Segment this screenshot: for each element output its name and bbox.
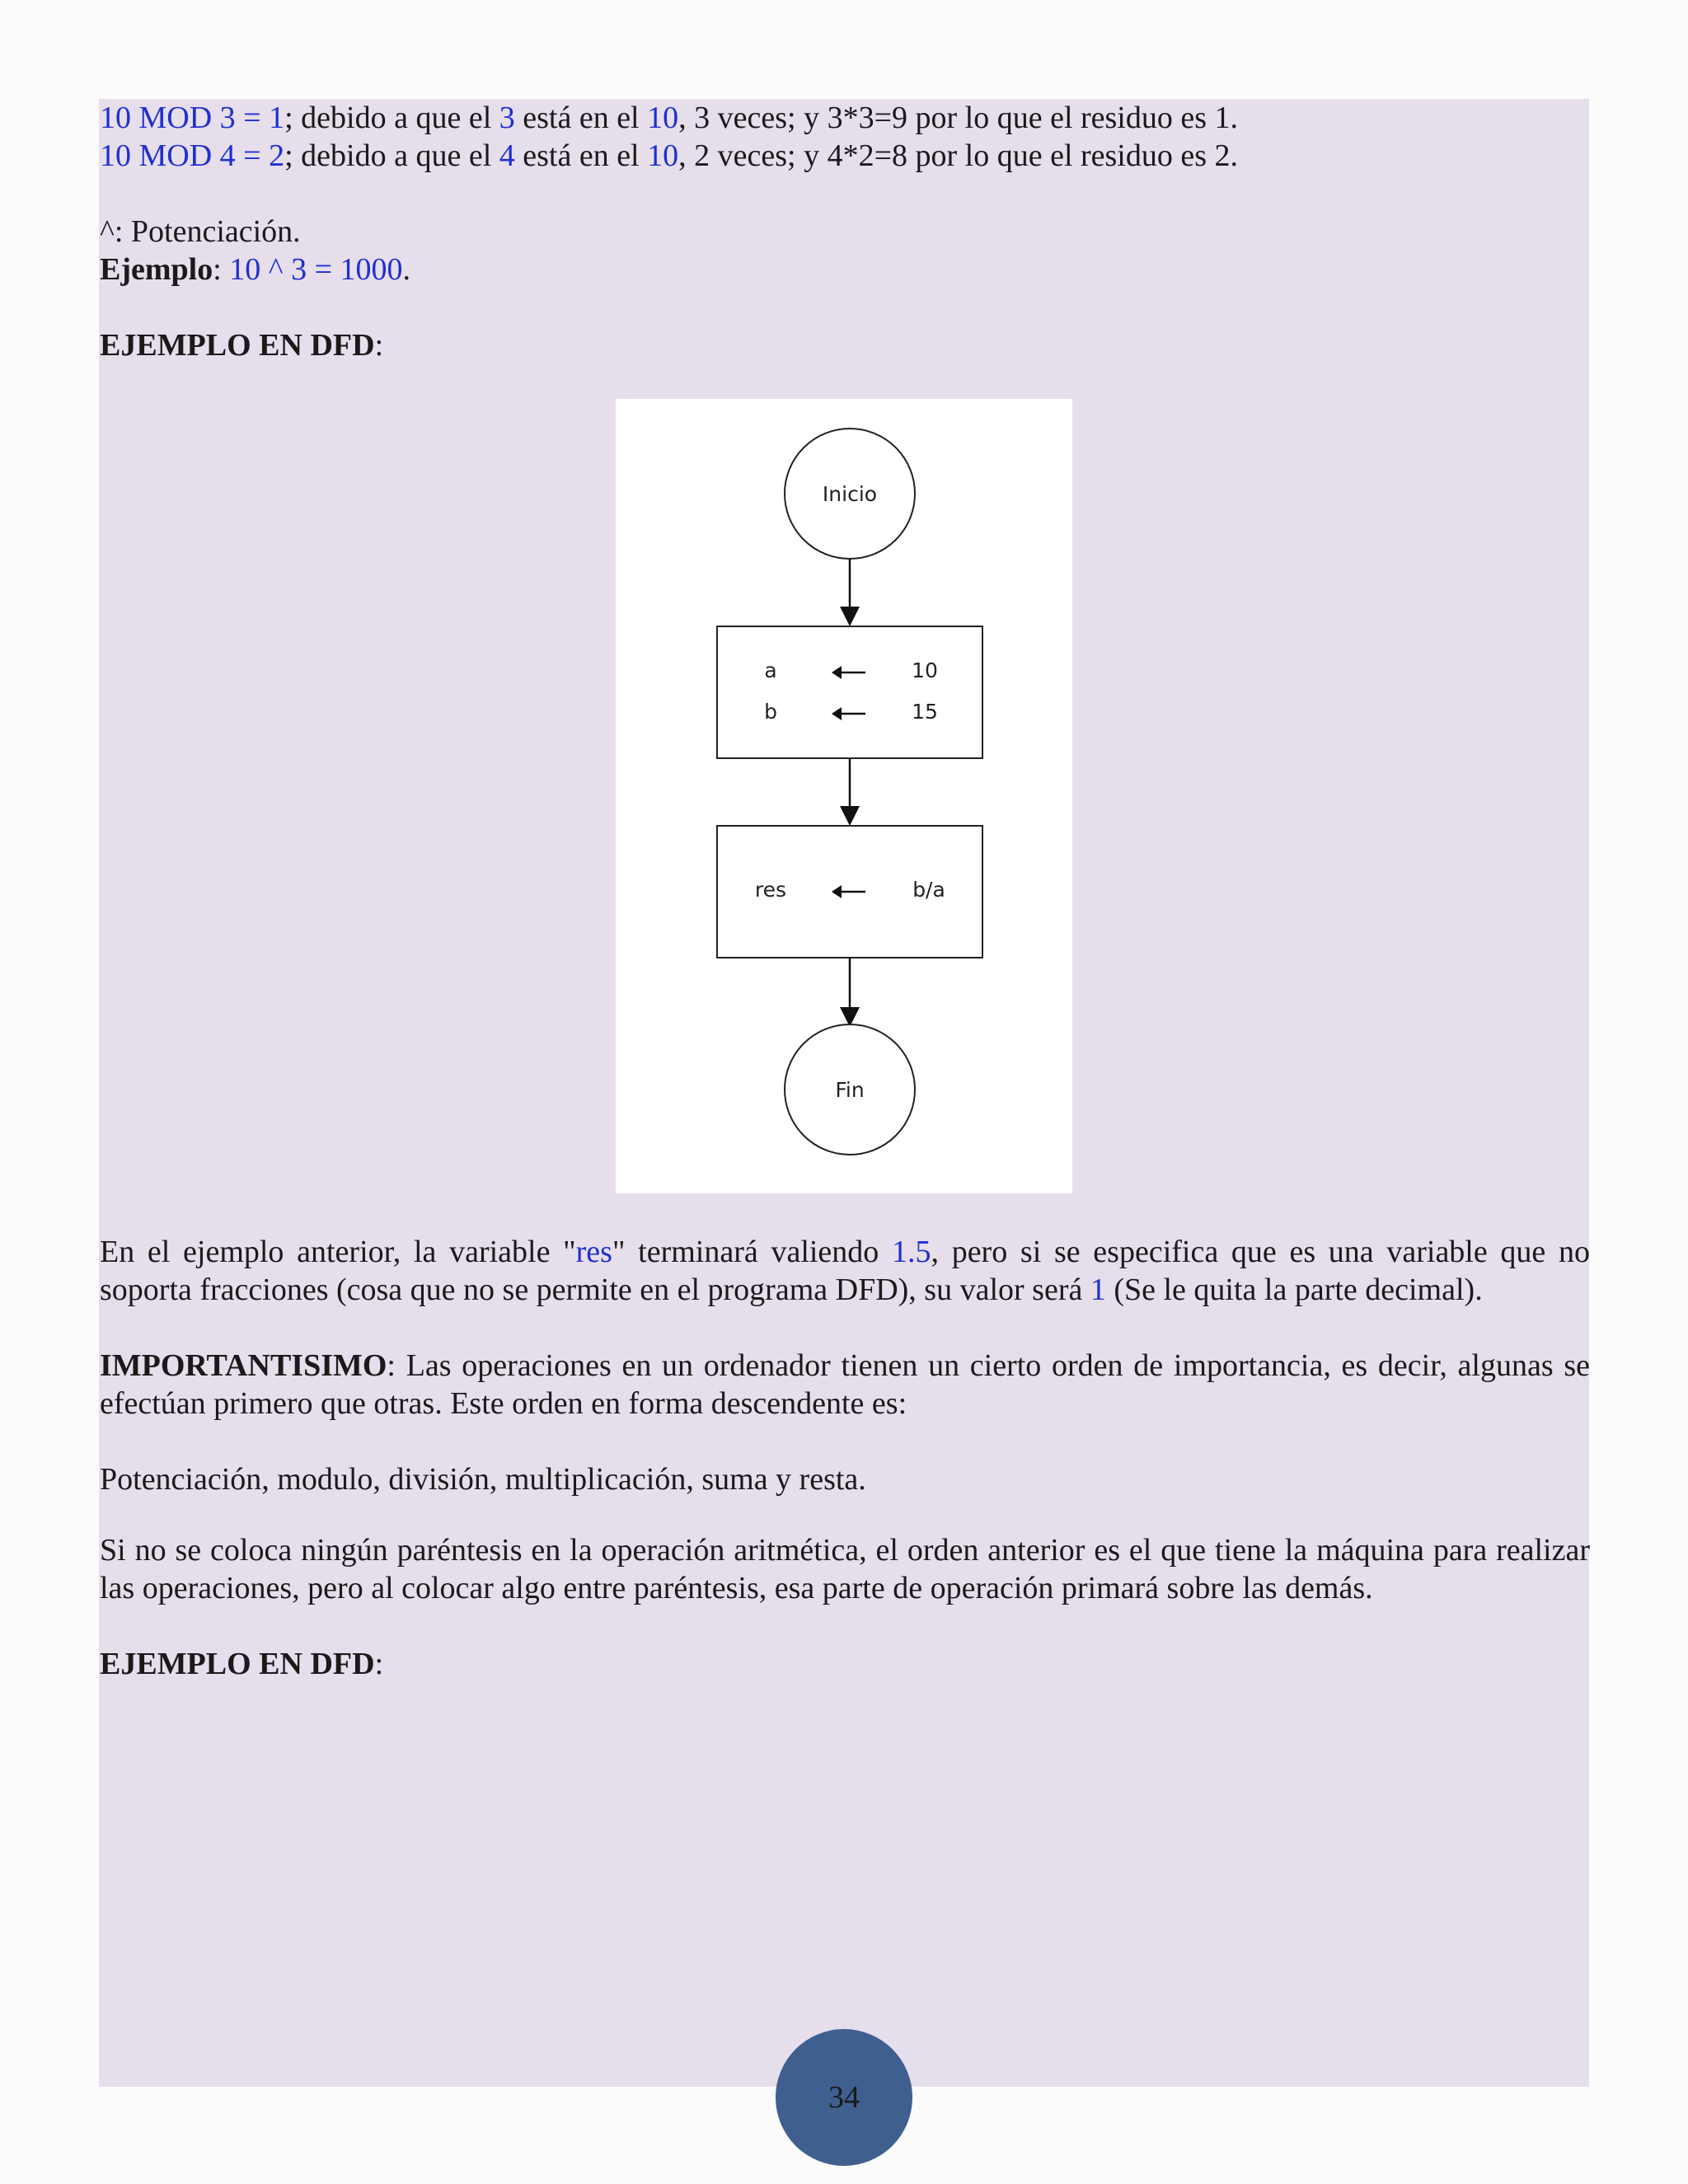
power-example: Ejemplo: 10 ^ 3 = 1000.	[100, 252, 411, 287]
compute-var: res	[754, 878, 787, 902]
assign-block	[717, 626, 982, 758]
power-definition: ^: Potenciación.	[100, 214, 301, 249]
paragraph-parentheses: Si no se coloca ningún paréntesis en la operación aritmética, el orden anterior es el que tiene la máquina para realizar las operaciones, pero al colocar algo entre paréntesis, esa parte de operación primará sobre las demás.	[100, 1533, 1590, 1605]
paragraph-order: Potenciación, modulo, división, multiplicación, suma y resta.	[100, 1462, 866, 1497]
assign-var: a	[764, 658, 777, 682]
start-label: Inicio	[822, 482, 878, 506]
assign-value: 10	[912, 658, 938, 682]
section-heading-dfd-2: EJEMPLO EN DFD:	[100, 1647, 384, 1681]
arrow-down-icon	[840, 806, 860, 826]
paragraph-res: En el ejemplo anterior, la variable "res" terminará valiendo 1.5, pero si se especifica que es una variable que no soporta fracciones (cosa que no se permite en el programa DFD), su valor será 1 (Se le quita la parte decimal).	[100, 1235, 1590, 1307]
assign-var: b	[764, 700, 777, 724]
end-label: Fin	[835, 1078, 865, 1102]
mod-line-1: 10 MOD 3 = 1; debido a que el 3 está en el 10, 3 veces; y 3*3=9 por lo que el residuo es 1.	[100, 101, 1239, 135]
mod-expression: 10 MOD 3 = 1	[100, 101, 285, 135]
dfd-flowchart	[616, 399, 1072, 1193]
assign-value: 15	[912, 700, 938, 724]
mod-expression: 10 MOD 4 = 2	[100, 138, 285, 173]
mod-line-2: 10 MOD 4 = 2; debido a que el 4 está en el 10, 2 veces; y 4*2=8 por lo que el residuo es 2.	[100, 138, 1239, 173]
paragraph-important: IMPORTANTISIMO: Las operaciones en un ordenador tienen un cierto orden de importancia, es decir, algunas se efectúan primero que otras. Este orden en forma descendente es:	[100, 1348, 1590, 1421]
section-heading-dfd: EJEMPLO EN DFD:	[100, 328, 384, 363]
flowchart-svg	[616, 399, 1072, 1193]
page-number: 34	[776, 2029, 912, 2166]
compute-expr: b/a	[912, 878, 945, 902]
arrow-down-icon	[840, 607, 860, 626]
